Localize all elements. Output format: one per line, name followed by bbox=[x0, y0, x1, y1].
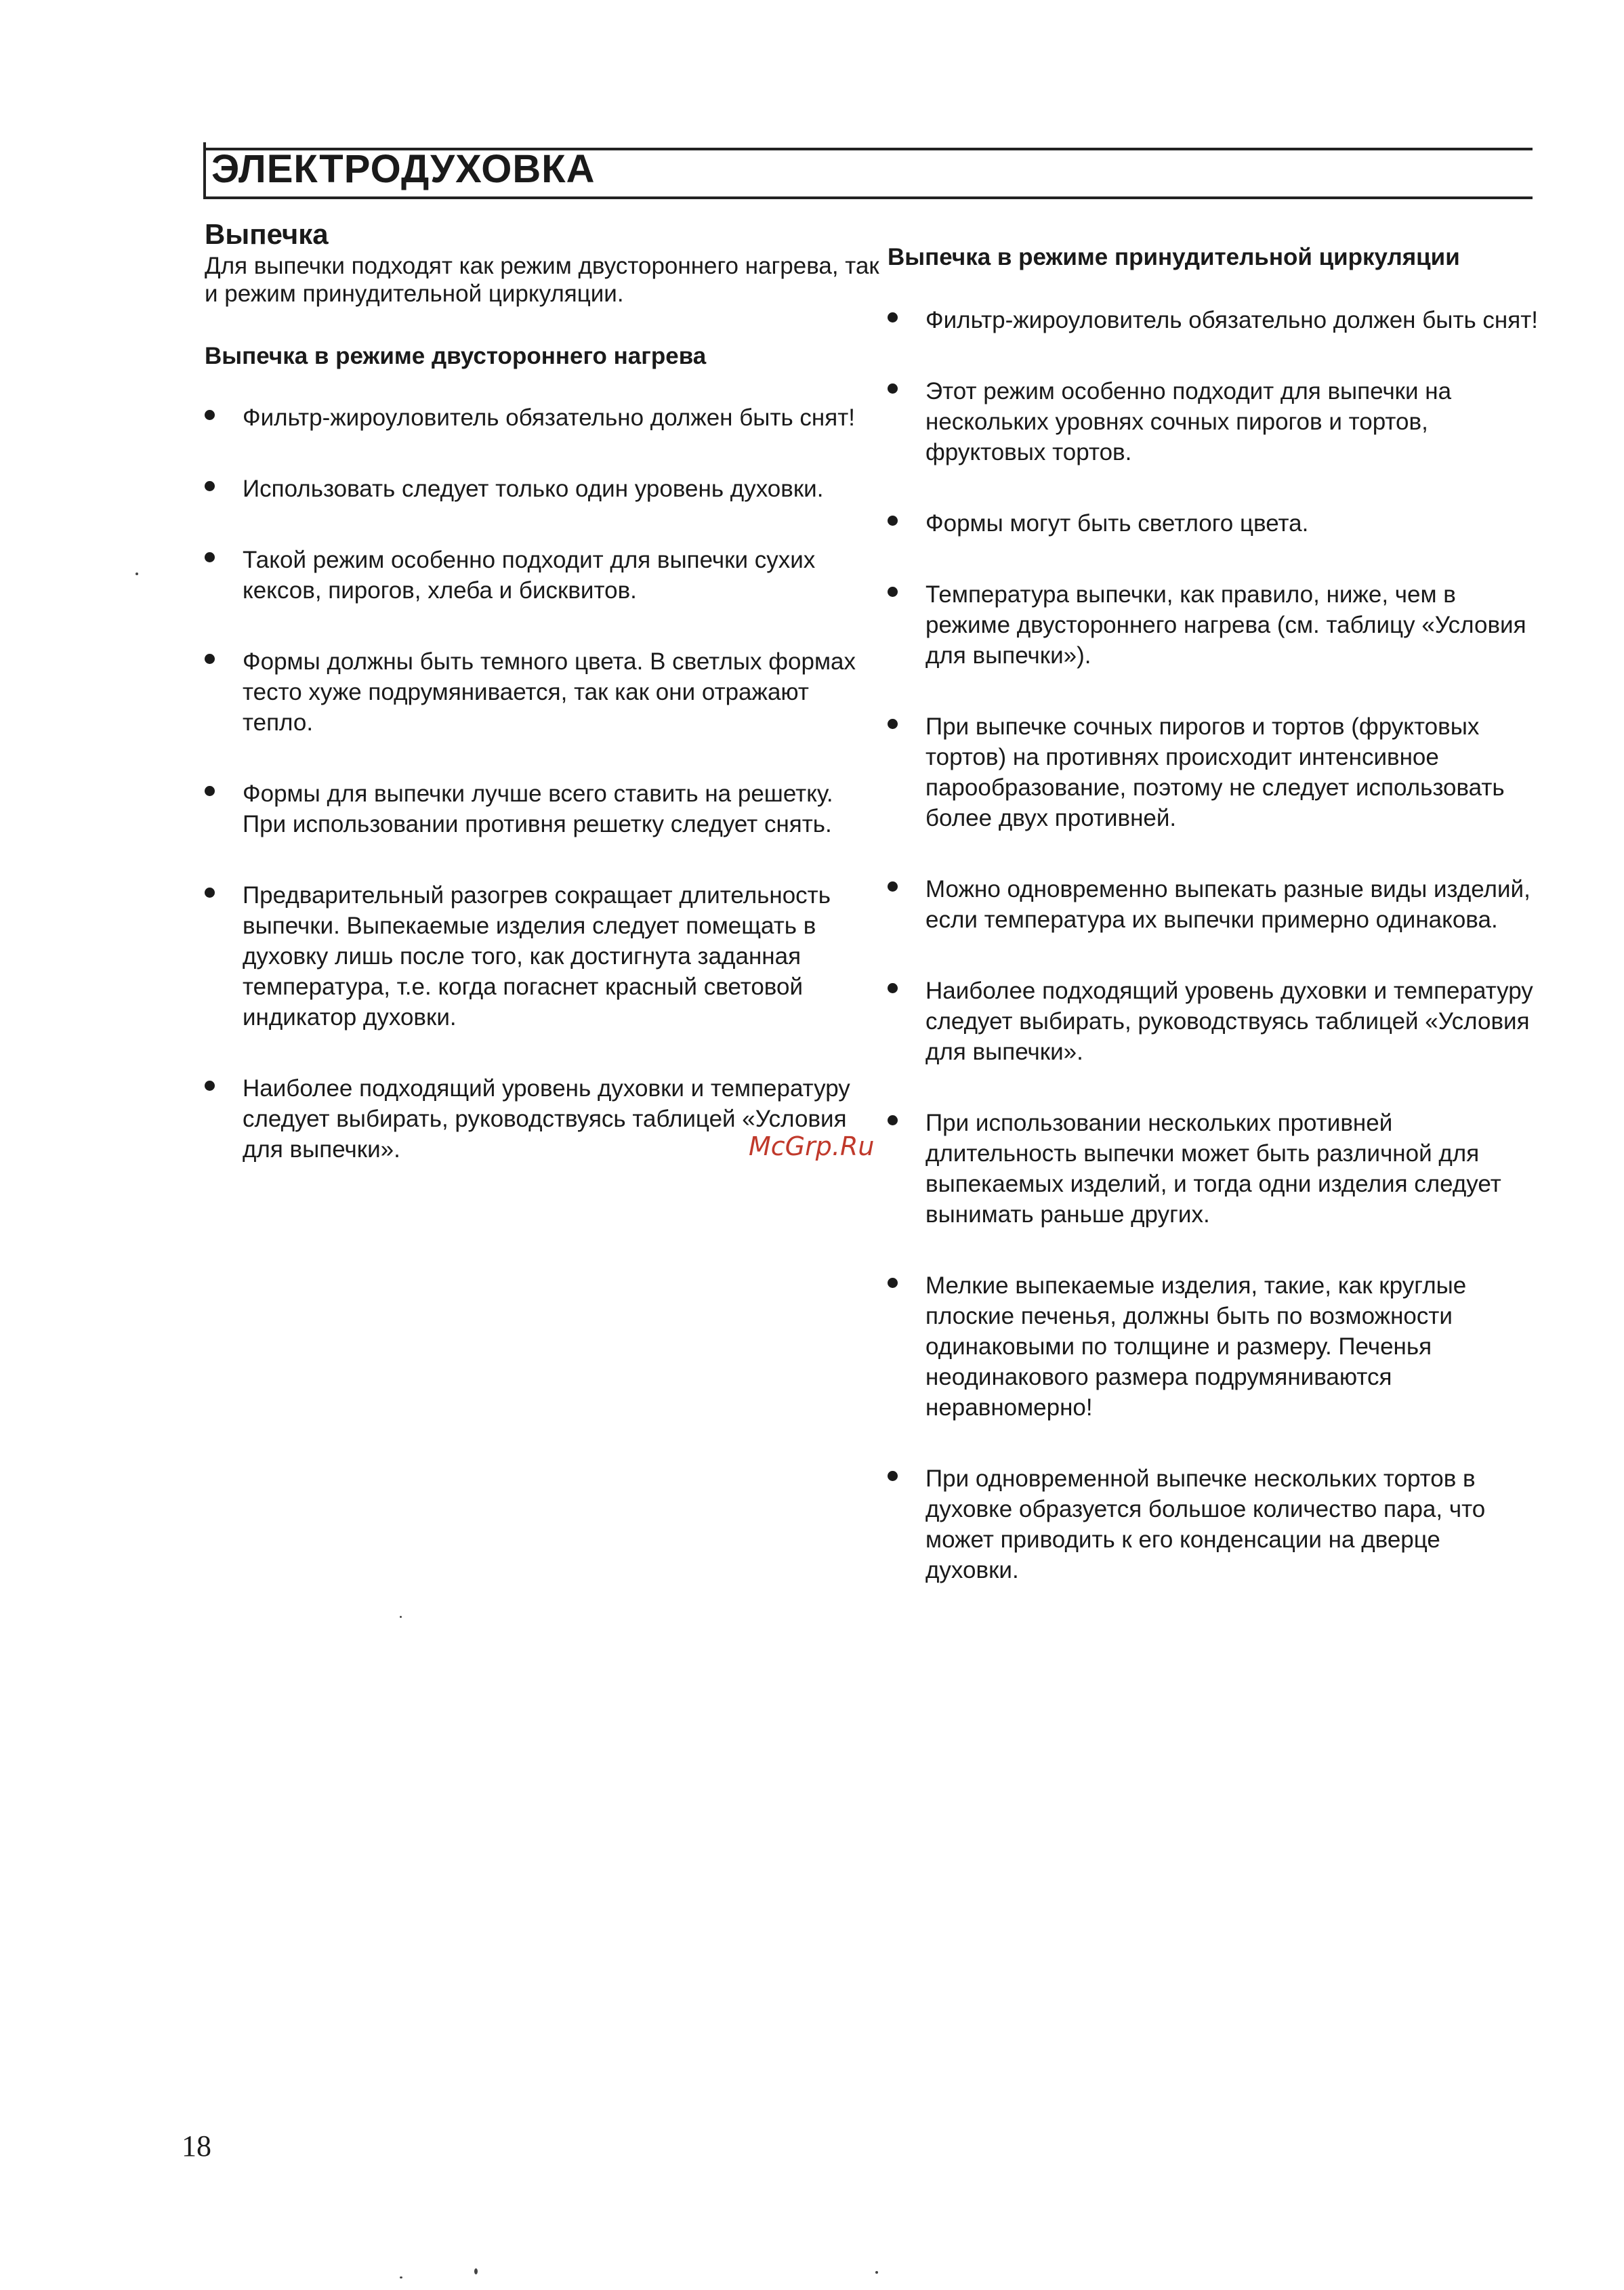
list-item-text: Фильтр-жироуловитель обязательно должен быть снят! bbox=[925, 307, 1538, 333]
bullet-icon bbox=[205, 552, 215, 562]
list-item bbox=[205, 646, 882, 738]
scan-speck bbox=[400, 2276, 402, 2278]
list-item-text: При выпечке сочных пирогов и тортов (фруктовых тортов) на противнях происходит интенсивное парообразование, поэтому не следует использовать более двух противней. bbox=[925, 713, 1505, 831]
list-item bbox=[888, 1108, 1538, 1230]
list-item-text: Температура выпечки, как правило, ниже, чем в режиме двустороннего нагрева (см. таблицу «Условия для выпечки»). bbox=[925, 581, 1526, 669]
list-item bbox=[205, 778, 882, 839]
page-number: 18 bbox=[182, 2129, 211, 2163]
header-left-rule bbox=[203, 142, 206, 198]
bullet-icon bbox=[888, 312, 898, 322]
bullet-icon bbox=[888, 1471, 898, 1481]
section-title: Выпечка bbox=[205, 218, 329, 250]
left-bullet-list bbox=[205, 402, 882, 1165]
page-title: ЭЛЕКТРОДУХОВКА bbox=[211, 147, 596, 191]
header-bottom-rule bbox=[203, 196, 1533, 199]
list-item bbox=[888, 976, 1538, 1067]
scan-speck bbox=[474, 2268, 478, 2274]
scan-speck bbox=[400, 1616, 402, 1618]
list-item bbox=[205, 402, 882, 433]
list-item bbox=[205, 880, 882, 1033]
intro-paragraph: Для выпечки подходят как режим двустороннего нагрева, так и режим принудительной циркуляции. bbox=[205, 253, 879, 307]
list-item bbox=[888, 711, 1538, 833]
list-item-text: Фильтр-жироуловитель обязательно должен быть снят! bbox=[243, 404, 855, 431]
list-item bbox=[205, 545, 882, 606]
list-item-text: Формы должны быть темного цвета. В светлых формах тесто хуже подрумянивается, так как они отражают тепло. bbox=[243, 648, 856, 736]
list-item-text: Мелкие выпекаемые изделия, такие, как круглые плоские печенья, должны быть по возможности одинаковыми по толщине и размеру. Печенья неодинакового размера подрумяниваются неравномерно! bbox=[925, 1272, 1467, 1421]
list-item-text: Наиболее подходящий уровень духовки и температуру следует выбирать, руководствуясь таблицей «Условия для выпечки». bbox=[925, 978, 1533, 1065]
list-item-text: Использовать следует только один уровень духовки. bbox=[243, 476, 824, 502]
watermark: McGrp.Ru bbox=[749, 1131, 875, 1161]
left-column bbox=[205, 217, 882, 1205]
bullet-icon bbox=[205, 786, 215, 796]
bullet-icon bbox=[205, 654, 215, 664]
scan-speck bbox=[136, 572, 138, 575]
bullet-icon bbox=[888, 1115, 898, 1125]
scan-speck bbox=[875, 2271, 878, 2274]
bullet-icon bbox=[205, 1081, 215, 1091]
list-item bbox=[888, 508, 1538, 539]
bullet-icon bbox=[888, 587, 898, 597]
bullet-icon bbox=[888, 1278, 898, 1288]
list-item bbox=[888, 579, 1538, 671]
list-item-text: Формы могут быть светлого цвета. bbox=[925, 510, 1309, 537]
list-item-text: Этот режим особенно подходит для выпечки на нескольких уровнях сочных пирогов и тортов, фруктовых тортов. bbox=[925, 378, 1452, 465]
list-item bbox=[888, 305, 1538, 335]
list-item-text: При одновременной выпечке нескольких тортов в духовке образуется большое количество пара, что может приводить к его конденсации на дверце духовки. bbox=[925, 1465, 1486, 1583]
bullet-icon bbox=[888, 383, 898, 394]
list-item bbox=[888, 1463, 1538, 1585]
list-item-text: Можно одновременно выпекать разные виды изделий, если температура их выпечки примерно одинакова. bbox=[925, 876, 1531, 933]
bullet-icon bbox=[205, 888, 215, 898]
bullet-icon bbox=[205, 481, 215, 491]
list-item bbox=[888, 1270, 1538, 1423]
right-column bbox=[888, 217, 1538, 1626]
right-subtitle: Выпечка в режиме принудительной циркуляции bbox=[888, 244, 1460, 270]
list-item-text: При использовании нескольких противней длительность выпечки может быть различной для выпекаемых изделий, и тогда одни изделия следует вынимать раньше других. bbox=[925, 1110, 1501, 1228]
bullet-icon bbox=[888, 983, 898, 993]
bullet-icon bbox=[888, 516, 898, 526]
bullet-icon bbox=[888, 719, 898, 729]
left-subtitle: Выпечка в режиме двустороннего нагрева bbox=[205, 343, 707, 369]
list-item-text: Формы для выпечки лучше всего ставить на решетку. При использовании противня решетку следует снять. bbox=[243, 780, 833, 837]
list-item-text: Предварительный разогрев сокращает длительность выпечки. Выпекаемые изделия следует помещать в духовку лишь после того, как достигнута заданная температура, т.е. когда погаснет красный световой индикатор духовки. bbox=[243, 882, 831, 1030]
list-item bbox=[888, 874, 1538, 935]
list-item-text: Такой режим особенно подходит для выпечки сухих кексов, пирогов, хлеба и бисквитов. bbox=[243, 547, 816, 604]
list-item bbox=[888, 376, 1538, 467]
right-bullet-list bbox=[888, 305, 1538, 1585]
list-item-text: Наиболее подходящий уровень духовки и температуру следует выбирать, руководствуясь таблицей «Условия для выпечки». bbox=[243, 1075, 850, 1163]
bullet-icon bbox=[888, 881, 898, 892]
bullet-icon bbox=[205, 410, 215, 420]
list-item bbox=[205, 474, 882, 504]
